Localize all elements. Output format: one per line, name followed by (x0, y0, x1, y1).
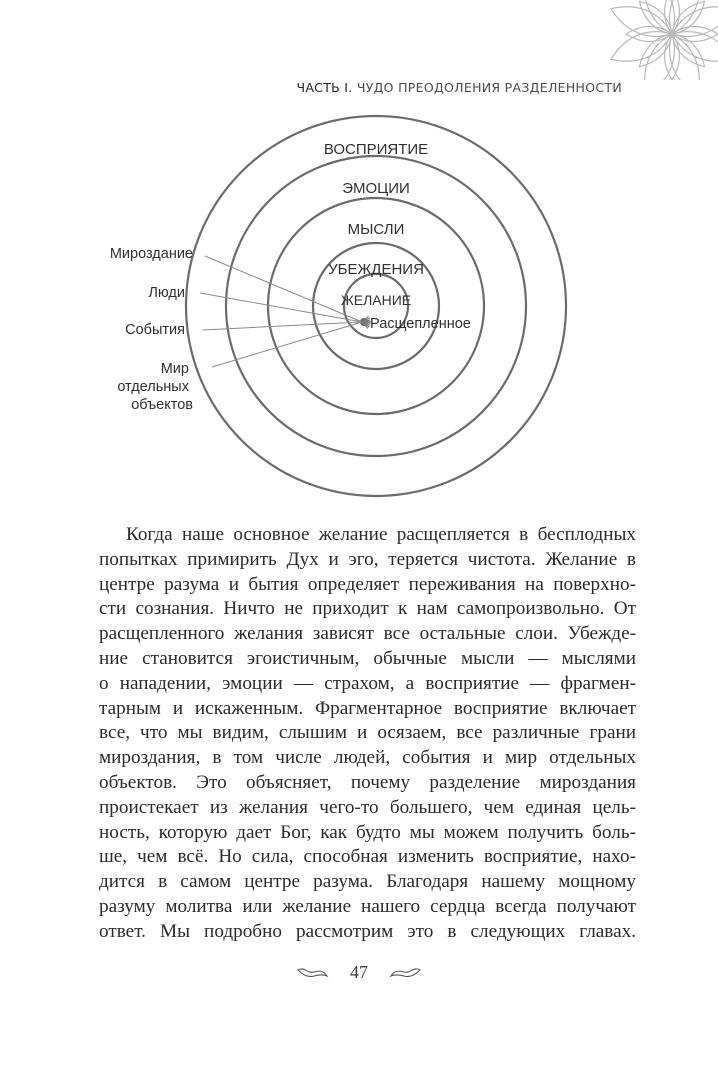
text-line: мироздания, в том числе людей, события и мир отдельных (99, 747, 636, 769)
text-line: о нападении, эмоции — страхом, а восприятие — фрагмен- (99, 672, 636, 694)
text-line: разуму молитва или желание нашего сердца всегда получают (99, 895, 636, 917)
ring-label-perception: ВОСПРИЯТИЕ (323, 141, 429, 158)
target-label-people: Люди (148, 285, 185, 301)
concentric-circles-diagram (0, 100, 718, 520)
text-line: проистекает из желания чего-то большего, чем единая цель- (99, 796, 636, 818)
ring-label-desire: ЖЕЛАНИЕ (340, 292, 412, 308)
running-head (296, 80, 622, 95)
text-line: Когда наше основное желание расщепляется в бесплодных (126, 524, 636, 545)
text-line: объектов. Это объясняет, почему разделение мироздания (99, 771, 636, 793)
text-line: ответ. Мы подробно рассмотрим это в следующих главах. (99, 920, 636, 942)
part-label: ЧАСТЬ I. (296, 80, 353, 95)
text-line: расщепленного желания зависят все остальные слои. Убежде- (99, 623, 636, 645)
page-footer (0, 962, 718, 986)
text-line: ность, которую дает Бог, как будто мы можем получить боль- (99, 821, 636, 843)
text-line: тарным и искаженным. Фрагментарное восприятие включает (99, 697, 636, 719)
body-paragraph (99, 523, 636, 945)
page-number: 47 (350, 962, 368, 982)
ring-label-beliefs: УБЕЖДЕНИЯ (328, 261, 424, 278)
swash-left-icon (296, 965, 330, 981)
text-line: ние становится эгоистичным, обычные мысли — мыслями (99, 647, 636, 669)
center-label: Расщепленное (370, 316, 471, 332)
arrow-to-people (200, 293, 362, 322)
text-line: дится в самом центре разума. Благодаря нашему мощному (99, 871, 636, 893)
text-line: сти сознания. Ничто не приходит к нам самопроизвольно. От (99, 598, 636, 620)
text-line: ше, чем всё. Но сила, способная изменить восприятие, нахо- (99, 846, 636, 868)
ring-label-thoughts: МЫСЛИ (347, 221, 405, 238)
text-line: попытках примирить Дух и эго, теряется чистота. Желание в (99, 548, 636, 570)
text-line: все, что мы видим, слышим и осязаем, все различные грани (99, 722, 636, 744)
chapter-title: ЧУДО ПРЕОДОЛЕНИЯ РАЗДЕЛЕННОСТИ (356, 80, 622, 95)
text-line: центре разума и бытия определяет переживания на поверхно- (99, 573, 636, 595)
ring-label-emotions: ЭМОЦИИ (342, 180, 410, 197)
swash-right-icon (388, 965, 422, 981)
lotus-flower-icon (600, 0, 718, 80)
target-label-events: События (125, 322, 185, 338)
target-label-objects: Мир отдельных объектов (117, 361, 193, 413)
target-label-universe: Мироздание (109, 246, 193, 262)
